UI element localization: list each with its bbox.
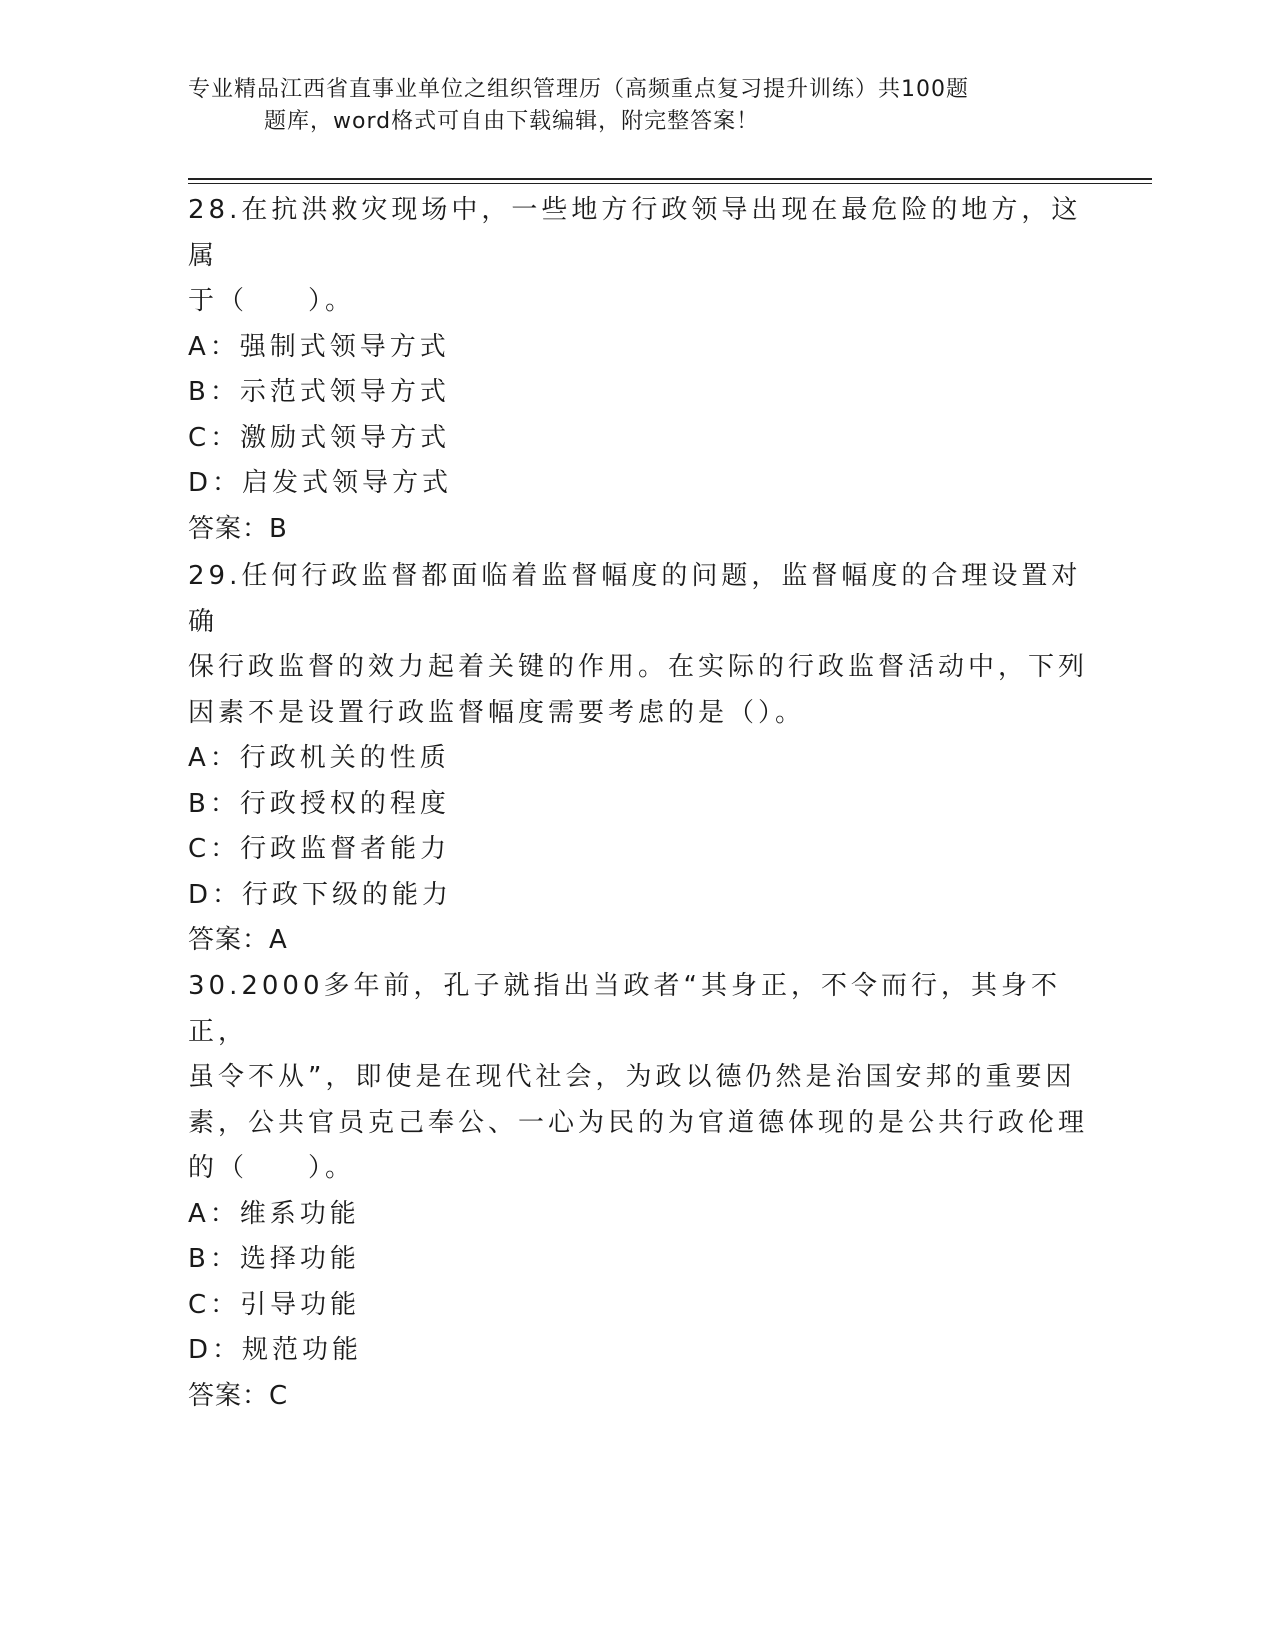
header-line-2: 题库，word格式可自由下载编辑，附完整答案！ (264, 109, 760, 134)
option-c: C：行政监督者能力 (188, 834, 451, 864)
option-d: D：启发式领导方式 (188, 468, 453, 498)
question-30 (188, 964, 1088, 1419)
option-c: C：激励式领导方式 (188, 422, 451, 453)
option-b: B：示范式领导方式 (188, 377, 450, 407)
question-stem-line: 素，公共官员克己奉公、一心为民的为官道德体现的是公共行政伦理 (188, 1107, 1089, 1138)
answer-line: 答案：A (188, 925, 288, 955)
question-stem-line: 保行政监督的效力起着关键的作用。在实际的行政监督活动中，下列 (188, 652, 1089, 682)
header-divider-thick (188, 178, 1152, 180)
option-c: C：引导功能 (188, 1289, 361, 1320)
question-stem-line: 29.任何行政监督都面临着监督幅度的问题，监督幅度的合理设置对确 (188, 561, 1082, 637)
option-a: A：强制式领导方式 (188, 331, 450, 362)
option-d: D：规范功能 (188, 1335, 363, 1365)
answer-line: 答案：B (188, 513, 288, 544)
option-a: A：行政机关的性质 (188, 743, 450, 773)
question-stem-line: 于（ ）。 (188, 286, 356, 316)
question-stem-line: 因素不是设置行政监督幅度需要考虑的是（）。 (188, 697, 806, 728)
header-line-1: 专业精品江西省直事业单位之组织管理历（高频重点复习提升训练）共100题 (188, 77, 969, 102)
question-stem-line: 28.在抗洪救灾现场中，一些地方行政领导出现在最危险的地方，这属 (188, 195, 1082, 271)
answer-line: 答案：C (188, 1380, 289, 1411)
question-stem-line: 虽令不从”，即使是在现代社会，为政以德仍然是治国安邦的重要因 (188, 1062, 1076, 1092)
question-stem-line: 的（ ）。 (188, 1153, 356, 1183)
option-a: A：维系功能 (188, 1198, 360, 1229)
question-29 (188, 554, 1088, 964)
document-header (188, 74, 1088, 138)
option-d: D：行政下级的能力 (188, 879, 453, 910)
option-b: B：行政授权的程度 (188, 788, 450, 819)
question-28 (188, 188, 1088, 552)
option-b: B：选择功能 (188, 1244, 360, 1274)
question-stem-line: 30.2000多年前，孔子就指出当政者“其身正，不令而行，其身不正， (188, 971, 1061, 1047)
header-divider-thin (188, 183, 1152, 184)
